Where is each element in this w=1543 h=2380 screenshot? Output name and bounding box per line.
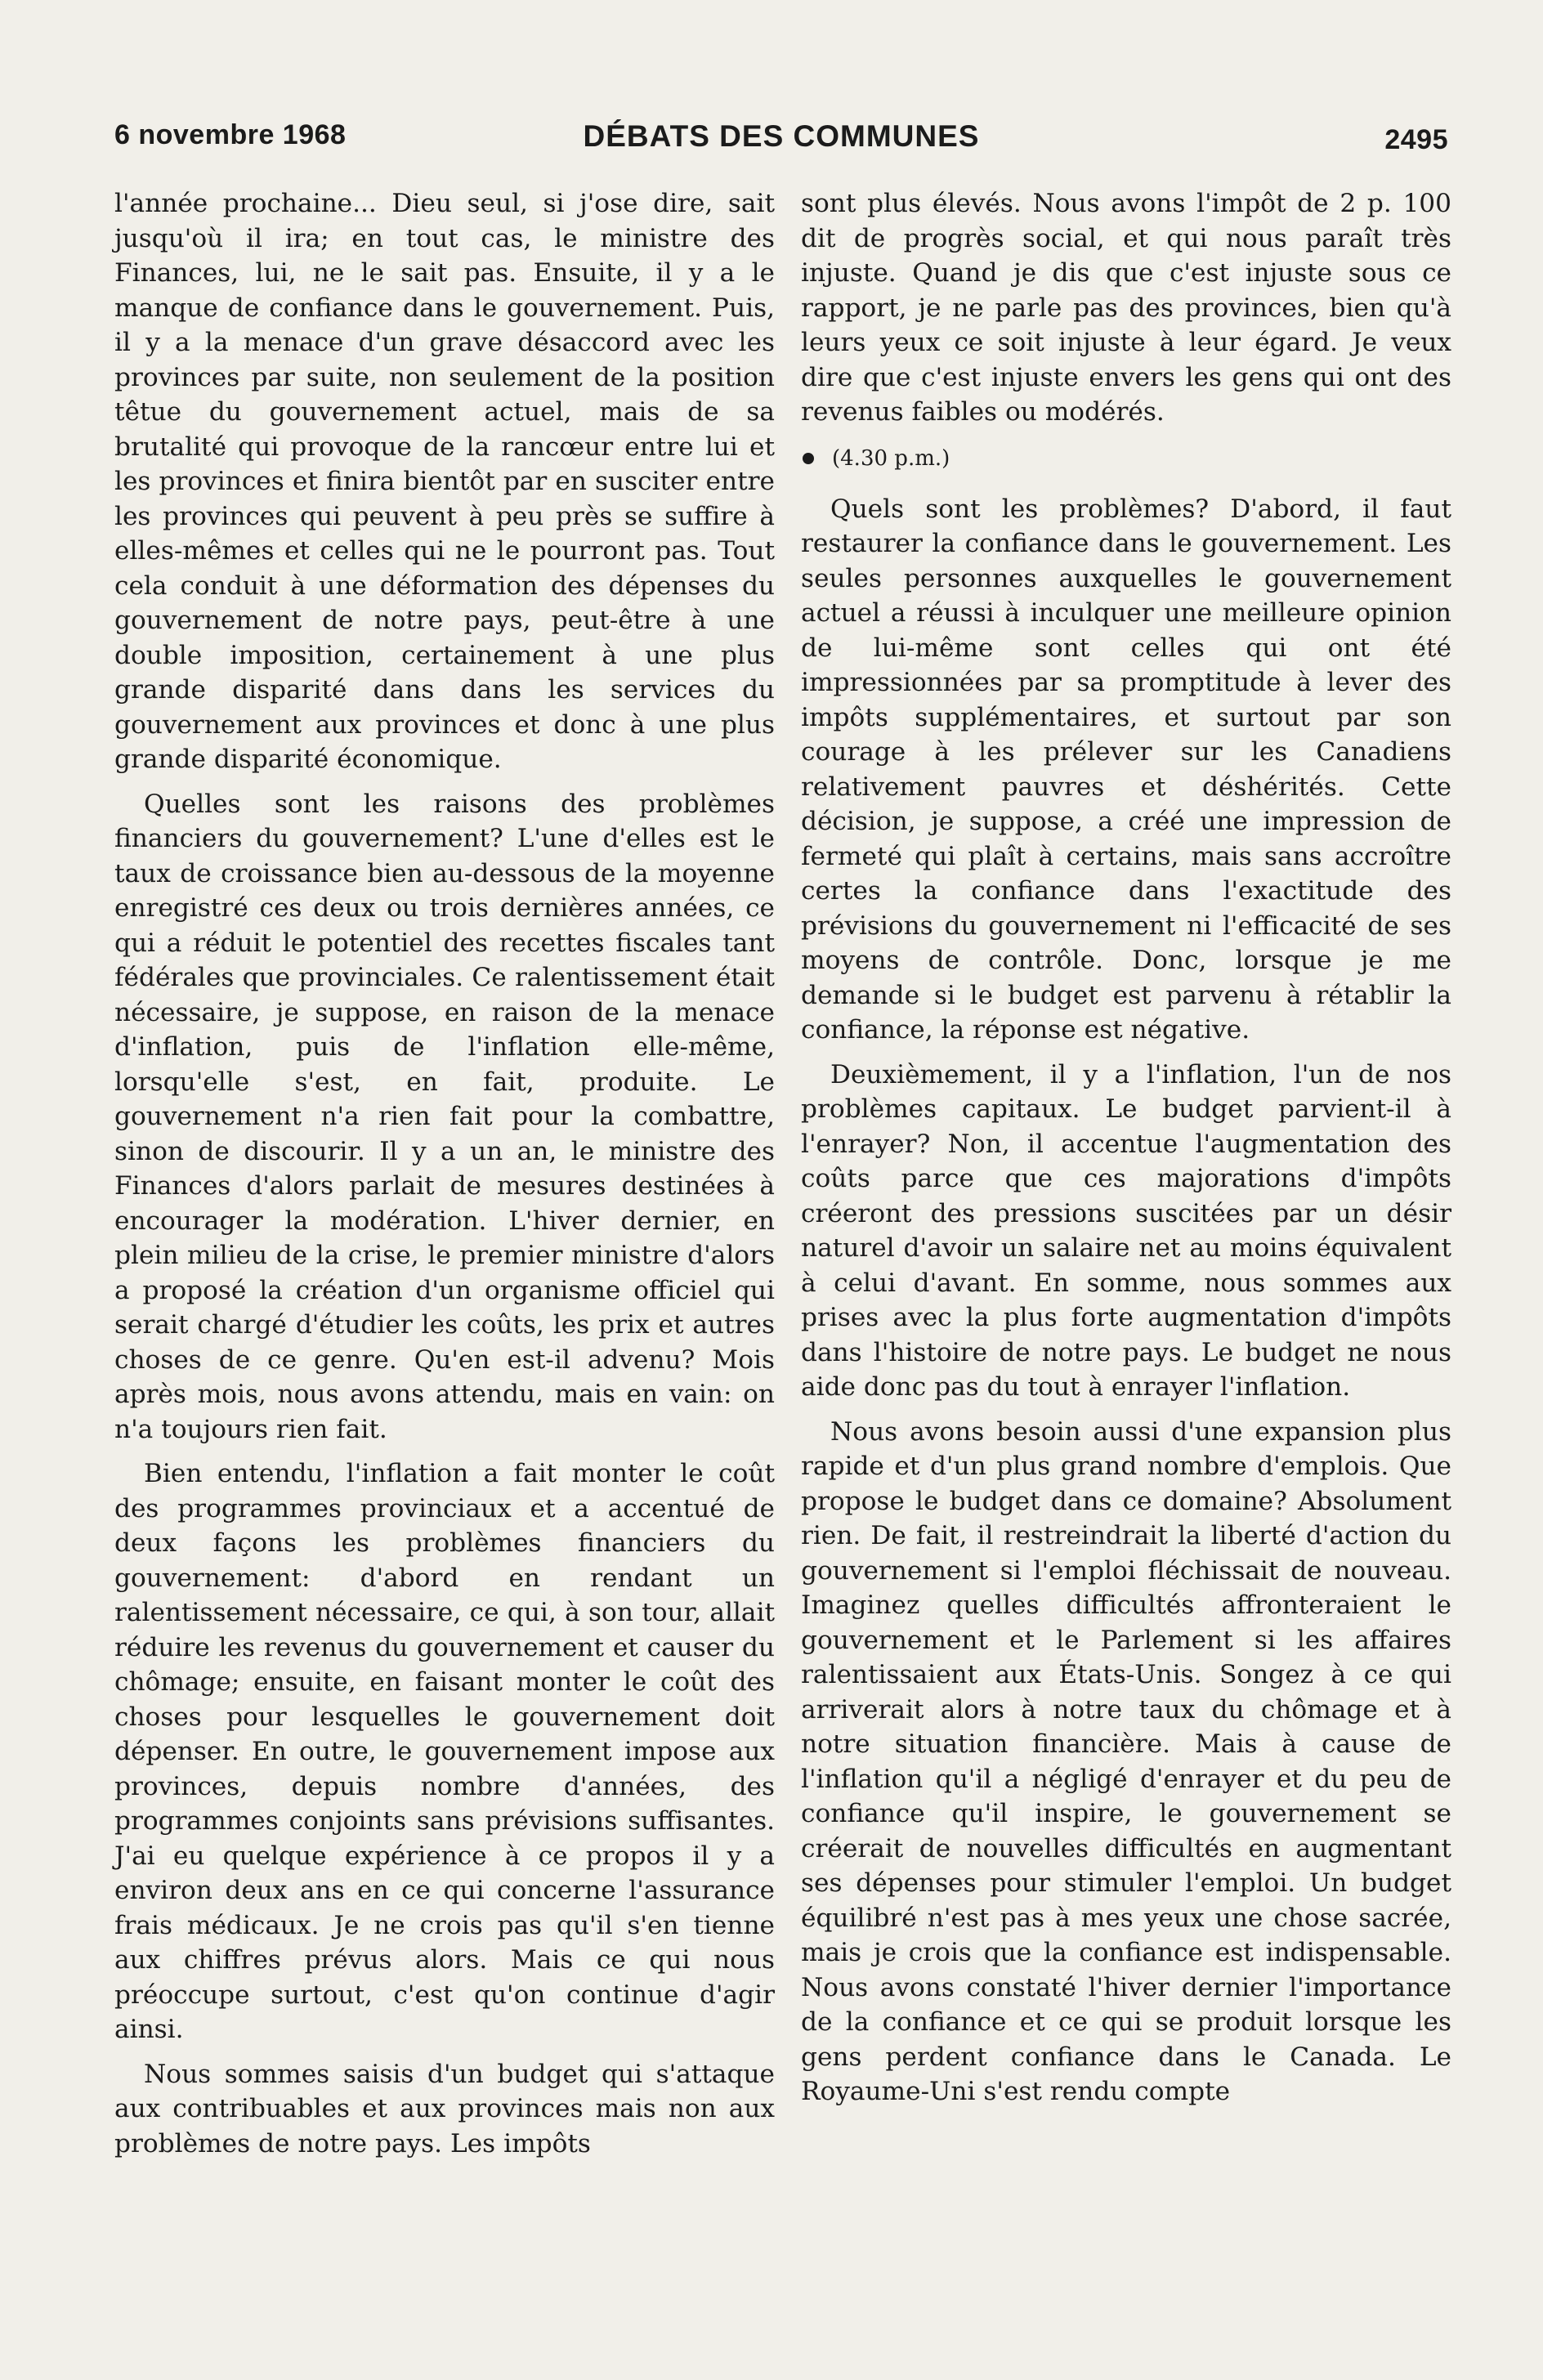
page-number: 2495 — [1384, 124, 1448, 155]
paragraph: Nous sommes saisis d'un budget qui s'attaque aux contribuables et aux provinces mais non aux problèmes de notre pays. Les impôts — [114, 2059, 775, 2159]
timestamp-text: (4.30 p.m.) — [832, 445, 950, 471]
header-date: 6 novembre 1968 — [114, 119, 347, 150]
page-header — [114, 119, 1448, 159]
right-column — [801, 186, 1451, 2109]
paragraph: l'année prochaine... Dieu seul, si j'ose dire, sait jusqu'où il ira; en tout cas, le ministre des Finances, lui, ne le sait pas. Ensuite, il y a le manque de confiance dans le gouvernement. Puis, il y a la menace d'un grave désaccord avec les provinces par suite, non seulement de la position têtue du gouvernement actuel, mais de sa brutalité qui provoque de la rancœur entre lui et les provinces et finira bientôt par en susciter entre les provinces qui peuvent à peu près se suffire à elles-mêmes et celles qui ne le pourront pas. Tout cela conduit à une déformation des dépenses du gouvernement de notre pays, peut-être à une double imposition, certainement à une plus grande disparité dans dans les services du gouvernement aux provinces et donc à une plus grande disparité économique. — [114, 189, 775, 774]
paragraph: Quels sont les problèmes? D'abord, il faut restaurer la confiance dans le gouvernement. Les seules personnes auxquelles le gouvernement actuel a réussi à inculquer une meilleure opinion de lui-même sont celles qui ont été impressionnées par sa promptitude à lever des impôts supplémentaires, et surtout par son courage à les prélever sur les Canadiens relativement pauvres et déshérités. Cette décision, je suppose, a créé une impression de fermeté qui plaît à certains, mais sans accroître certes la confiance dans l'exactitude des prévisions du gouvernement ni l'efficacité de ses moyens de contrôle. Donc, lorsque je me demande si le budget est parvenu à rétablir la confiance, la réponse est négative. — [801, 494, 1451, 1045]
left-column — [114, 186, 775, 2161]
paragraph: Bien entendu, l'inflation a fait monter le coût des programmes provinciaux et a accentué de deux façons les problèmes financiers du gouvernement: d'abord en rendant un ralentissement nécessaire, ce qui, à son tour, allait réduire les revenus du gouvernement et causer du chômage; ensuite, en faisant monter le coût des choses pour lesquelles le gouvernement doit dépenser. En outre, le gouvernement impose aux provinces, depuis nombre d'années, des programmes conjoints sans prévisions suffisantes. J'ai eu quelque expérience à ce propos il y a environ deux ans en ce qui concerne l'assurance frais médicaux. Je ne crois pas qu'il s'en tienne aux chiffres prévus alors. Mais ce qui nous préoccupe surtout, c'est qu'on continue d'agir ainsi. — [114, 1459, 775, 2044]
bullet-icon — [803, 453, 814, 464]
paragraph: Deuxièmement, il y a l'inflation, l'un de nos problèmes capitaux. Le budget parvient-il à l'enrayer? Non, il accentue l'augmentation des coûts parce que ces majorations d'impôts créeront des pressions suscitées par un désir naturel d'avoir un salaire net au moins équivalent à celui d'avant. En somme, nous sommes aux prises avec la plus forte augmentation d'impôts dans l'histoire de notre pays. Le budget ne nous aide donc pas du tout à enrayer l'inflation. — [801, 1059, 1451, 1402]
paragraph: Quelles sont les raisons des problèmes financiers du gouvernement? L'une d'elles est le taux de croissance bien au-dessous de la moyenne enregistré ces deux ou trois dernières années, ce qui a réduit le potentiel des recettes fiscales tant fédérales que provinciales. Ce ralentissement était nécessaire, je suppose, en raison de la menace d'inflation, puis de l'inflation elle-même, lorsqu'elle s'est, en fait, produite. Le gouvernement n'a rien fait pour la combattre, sinon de discourir. Il y a un an, le ministre des Finances d'alors parlait de mesures destinées à encourager la modération. L'hiver dernier, en plein milieu de la crise, le premier ministre d'alors a proposé la création d'un organisme officiel qui serait chargé d'étudier les coûts, les prix et autres choses de ce genre. Qu'en est-il advenu? Mois après mois, nous avons attendu, mais en vain: on n'a toujours rien fait. — [114, 789, 775, 1444]
paragraph: Nous avons besoin aussi d'une expansion plus rapide et d'un plus grand nombre d'emplois. Que propose le budget dans ce domaine? Absolument rien. De fait, il restreindrait la liberté d'action du gouvernement si l'emploi fléchissait de nouveau. Imaginez quelles difficultés affronteraient le gouvernement et le Parlement si les affaires ralentissaient aux États-Unis. Songez à ce qui arriverait alors à notre taux du chômage et à notre situation financière. Mais à cause de l'inflation qu'il a négligé d'enrayer et du peu de confiance qu'il inspire, le gouvernement se créerait de nouvelles difficultés en augmentant ses dépenses pour stimuler l'emploi. Un budget équilibré n'est pas à mes yeux une chose sacrée, mais je crois que la confiance est indispensable. Nous avons constaté l'hiver dernier l'importance de la confiance et ce qui se produit lorsque les gens perdent confiance dans le Canada. Le Royaume-Uni s'est rendu compte — [801, 1416, 1451, 2106]
header-title: DÉBATS DES COMMUNES — [583, 119, 980, 153]
paragraph: sont plus élevés. Nous avons l'impôt de 2 p. 100 dit de progrès social, et qui nous paraît très injuste. Quand je dis que c'est injuste sous ce rapport, je ne parle pas des provinces, bien qu'à leurs yeux ce soit injuste à leur égard. Je veux dire que c'est injuste envers les gens qui ont des revenus faibles ou modérés. — [801, 189, 1451, 427]
timestamp-marker — [801, 445, 1451, 472]
